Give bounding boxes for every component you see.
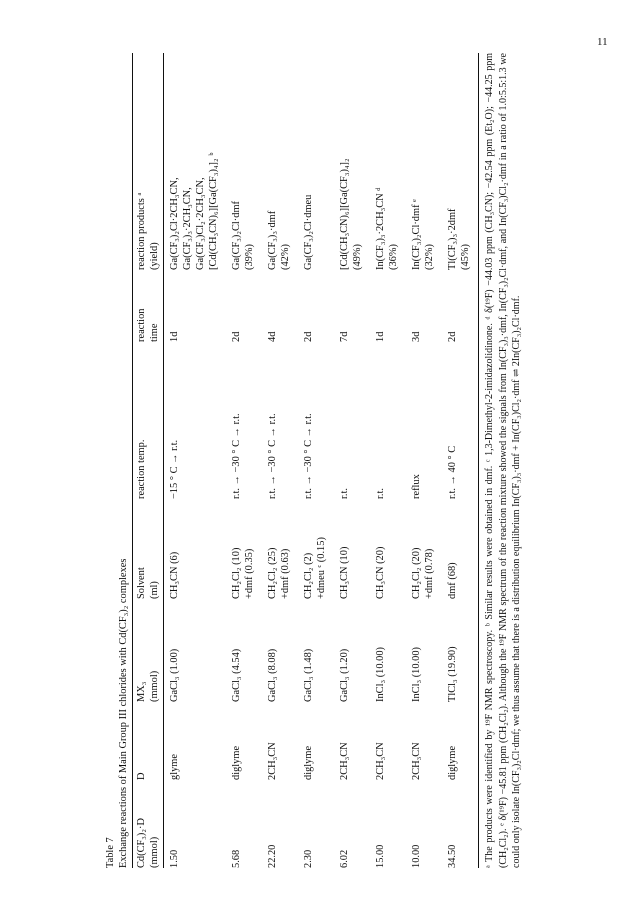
header-row xyxy=(133,53,163,868)
table-cell xyxy=(256,499,292,599)
table-cell xyxy=(364,780,400,868)
cell-line: r.t. → −30 ° C → r.t. xyxy=(231,413,242,499)
cell-line: (42%) xyxy=(280,244,291,270)
table-cell xyxy=(164,53,220,270)
table-cell xyxy=(328,270,364,342)
table-cell xyxy=(400,702,436,780)
table-cell xyxy=(400,780,436,868)
column-header-line: reaction xyxy=(136,308,147,342)
table-cell xyxy=(292,599,328,702)
cell-line: In(CF₃)₃·2CH₃CN ᵈ xyxy=(375,187,386,270)
table-cell xyxy=(220,342,256,499)
cell-line: [Cd(CH₃CN)₆][Ga(CF₃)₄]₂ ᵇ xyxy=(208,152,219,270)
table-cell xyxy=(328,53,364,270)
table-cell xyxy=(220,53,256,270)
cell-line: 2.30 xyxy=(303,849,314,868)
table-row xyxy=(220,53,256,868)
table-cell xyxy=(292,270,328,342)
table-cell xyxy=(256,270,292,342)
cell-line: 1.50 xyxy=(169,849,180,868)
table-cell xyxy=(400,270,436,342)
column-header-line: (ml) xyxy=(149,581,160,599)
table-row xyxy=(164,53,220,868)
table-cell xyxy=(292,780,328,868)
column-header-line: MX₃ xyxy=(136,681,147,702)
table-cell xyxy=(436,780,472,868)
cell-line: 2CH₃CN xyxy=(339,742,350,780)
column-header-line: Cd(CF₃)₂·D xyxy=(136,818,147,868)
cell-line: TlCl₃ (19.90) xyxy=(447,646,458,702)
cell-line: glyme xyxy=(169,754,180,780)
cell-line: GaCl₃ (1.48) xyxy=(303,648,314,702)
table-cell xyxy=(436,702,472,780)
table-row xyxy=(256,53,292,868)
table-cell xyxy=(292,499,328,599)
cell-line: r.t. → −30 ° C → r.t. xyxy=(267,413,278,499)
column-header-line: reaction temp. xyxy=(136,439,147,499)
cell-line: 2CH₃CN xyxy=(375,742,386,780)
table-cell xyxy=(256,599,292,702)
cell-line: GaCl₃ (1.20) xyxy=(339,648,350,702)
table-cell xyxy=(164,702,220,780)
cell-line: CH₂Cl₂ (10) xyxy=(231,547,242,599)
table-cell xyxy=(436,53,472,270)
table-cell xyxy=(400,53,436,270)
table-cell xyxy=(164,342,220,499)
cell-line: 7d xyxy=(339,331,350,342)
column-header-line: Solvent xyxy=(136,567,147,599)
cell-line: Ga(CF₃)₂Cl·dmeu xyxy=(303,194,314,270)
cell-line: reflux xyxy=(411,474,422,499)
table-row xyxy=(292,53,328,868)
cell-line: (39%) xyxy=(244,244,255,270)
column-header xyxy=(133,499,163,599)
table-cell xyxy=(220,599,256,702)
column-header xyxy=(133,780,163,868)
table-cell xyxy=(256,342,292,499)
table-row xyxy=(364,53,400,868)
cell-line: 5.68 xyxy=(231,849,242,868)
cell-line: 3d xyxy=(411,331,422,342)
column-header xyxy=(133,53,163,270)
table-cell xyxy=(436,499,472,599)
cell-line: 2CH₃CN xyxy=(411,742,422,780)
cell-line: 6.02 xyxy=(339,849,350,868)
cell-line: (36%) xyxy=(388,244,399,270)
cell-line: r.t. xyxy=(339,488,350,499)
exchange-reactions-table xyxy=(133,53,163,868)
table-cell xyxy=(292,53,328,270)
table-header xyxy=(133,53,163,868)
cell-line: (45%) xyxy=(460,244,471,270)
table-cell xyxy=(220,702,256,780)
cell-line: 1d xyxy=(375,331,386,342)
cell-line: Tl(CF₃)₃·2dmf xyxy=(447,208,458,270)
cell-line: diglyme xyxy=(303,745,314,780)
table-cell xyxy=(400,499,436,599)
cell-line: +dmf (0.63) xyxy=(280,548,291,599)
cell-line: +dmf (0.78) xyxy=(424,548,435,599)
table-body xyxy=(164,53,472,868)
cell-line: (49%) xyxy=(352,244,363,270)
cell-line: CH₃CN (6) xyxy=(169,551,180,599)
cell-line: diglyme xyxy=(231,745,242,780)
cell-line: 1d xyxy=(169,331,180,342)
cell-line: Ga(CF₃)₂Cl·2CH₃CN, xyxy=(169,177,180,270)
cell-line: CH₃CN (20) xyxy=(375,546,386,599)
cell-line: 34.50 xyxy=(447,844,458,868)
column-header-line: (mmol) xyxy=(149,836,160,868)
table-label: Table 7 xyxy=(105,837,116,868)
cell-line: CH₂Cl₂ (25) xyxy=(267,547,278,599)
table-cell xyxy=(220,270,256,342)
column-header xyxy=(133,270,163,342)
table-cell xyxy=(256,780,292,868)
cell-line: (32%) xyxy=(424,244,435,270)
cell-line: r.t. → 40 ° C xyxy=(447,445,458,499)
page-number: 11 xyxy=(597,36,608,48)
table-cell xyxy=(364,702,400,780)
cell-line: 10.00 xyxy=(411,844,422,868)
table-footnotes xyxy=(483,53,524,868)
table-cell xyxy=(364,342,400,499)
column-header xyxy=(133,599,163,702)
table-cell xyxy=(400,342,436,499)
cell-line: Ga(CF₃)₂Cl·dmf xyxy=(231,200,242,270)
cell-line: 2CH₃CN xyxy=(267,742,278,780)
cell-line: 22.20 xyxy=(267,844,278,868)
cell-line: +dmf (0.35) xyxy=(244,548,255,599)
table-cell xyxy=(164,780,220,868)
column-header-line: (yield) xyxy=(149,242,160,270)
table-cell xyxy=(256,53,292,270)
column-header-line: reaction products ᵃ xyxy=(136,192,147,270)
cell-line: CH₃CN (10) xyxy=(339,546,350,599)
column-header xyxy=(133,342,163,499)
cell-line: GaCl₃ (8.08) xyxy=(267,648,278,702)
table-cell xyxy=(364,499,400,599)
table-cell xyxy=(164,599,220,702)
cell-line: GaCl₃ (1.00) xyxy=(169,648,180,702)
table-cell xyxy=(436,342,472,499)
cell-line: In(CF₃)₂Cl·dmf ᵉ xyxy=(411,199,422,270)
cell-line: [Cd(CH₃CN)₆][Ga(CF₃)₄]₂ xyxy=(339,158,350,270)
cell-line: CH₂Cl₂ (20) xyxy=(411,547,422,599)
cell-line: −15 ° C → r.t. xyxy=(169,439,180,499)
table-cell xyxy=(328,780,364,868)
table-cell xyxy=(292,342,328,499)
table-cell xyxy=(328,599,364,702)
table-cell xyxy=(220,780,256,868)
cell-line: 2d xyxy=(447,331,458,342)
footnotes-text: ᵃ The products were identified by ¹⁹F NMR spectroscopy. ᵇ Similar results were obtained in dmf. ᶜ 1,3-Dimethyl-2-imidazolidinone. ᵈ δ(¹⁹F) −44.03 ppm (CH₃CN); −42.54 ppm (Et₂O); −44.25 ppm (CH₂Cl₂). ᵉ δ(¹⁹F) −45.81 ppm (CH₂Cl₂). Although the ¹⁹F NMR spectrum of the reaction mixture showed the signals from In(CF₃)₃·dmf, In(CF₃)₂Cl·dmf, and In(CF₃)Cl₂·dmf in a ratio of 1.0:5.5:1.3 we could only isolate In(CF₃)₂Cl·dmf; we thus assume that there is a distribution equilibrium In(CF₃)₃·dmf + In(CF₃)Cl₂·dmf ⇌ 2In(CF₃)₂Cl·dmf. xyxy=(484,53,522,868)
cell-line: CH₂Cl₂ (2) xyxy=(303,552,314,599)
table-cell xyxy=(328,499,364,599)
table-row xyxy=(436,53,472,868)
table-cell xyxy=(292,702,328,780)
table-row xyxy=(400,53,436,868)
table-cell xyxy=(328,702,364,780)
column-header-line: D xyxy=(136,772,147,780)
cell-line: 4d xyxy=(267,331,278,342)
cell-line: Ga(CF₃)Cl₂·2CH₃CN, xyxy=(195,177,206,270)
cell-line: r.t. xyxy=(375,488,386,499)
table-cell xyxy=(220,499,256,599)
column-header-line: time xyxy=(149,323,160,342)
cell-line: 2d xyxy=(231,331,242,342)
cell-line: r.t. → −30 ° C → r.t. xyxy=(303,413,314,499)
table-title: Exchange reactions of Main Group III chlorides with Cd(CF₃)₂ complexes xyxy=(118,558,129,868)
cell-line: dmf (68) xyxy=(447,562,458,599)
cell-line: 2d xyxy=(303,331,314,342)
cell-line: InCl₃ (10.00) xyxy=(375,647,386,702)
cell-line: +dmeu ᶜ (0.15) xyxy=(316,537,327,599)
table-caption xyxy=(104,53,132,868)
column-header-line: (mmol) xyxy=(149,670,160,702)
table-cell xyxy=(400,599,436,702)
cell-line: InCl₃ (10.00) xyxy=(411,647,422,702)
rotated-table-block xyxy=(104,53,554,868)
table-cell xyxy=(364,599,400,702)
table-cell xyxy=(436,599,472,702)
table-bottom-rule xyxy=(478,53,479,868)
column-header xyxy=(133,702,163,780)
table-cell xyxy=(364,53,400,270)
table-cell xyxy=(364,270,400,342)
cell-line: 15.00 xyxy=(375,844,386,868)
cell-line: diglyme xyxy=(447,745,458,780)
cell-line: Ga(CF₃)₃·2CH₃CN, xyxy=(182,187,193,270)
cell-line: GaCl₃ (4.54) xyxy=(231,648,242,702)
table-cell xyxy=(164,499,220,599)
table-cell xyxy=(164,270,220,342)
table-cell xyxy=(256,702,292,780)
table-row xyxy=(328,53,364,868)
table-cell xyxy=(328,342,364,499)
table-cell xyxy=(436,270,472,342)
cell-line: Ga(CF₃)₃·dmf xyxy=(267,210,278,270)
